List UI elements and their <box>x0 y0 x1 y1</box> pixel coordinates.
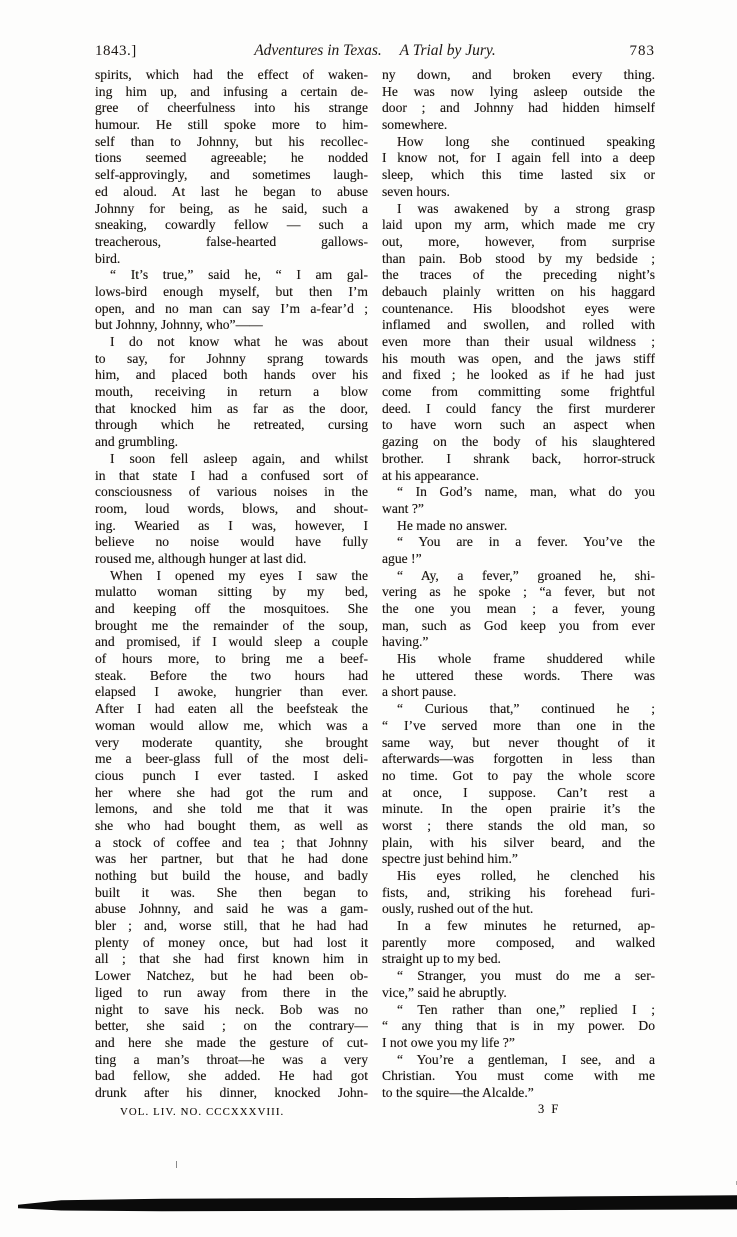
text-line: I soon fell asleep again, and whilst <box>110 450 368 466</box>
text-line: want ?” <box>382 500 424 516</box>
text-line: mouth, receiving in return a blow <box>95 384 368 400</box>
text-line: out, more, however, from surprise <box>382 233 655 249</box>
volume-imprint: VOL. LIV. NO. CCCXXXVIII. <box>120 1106 285 1118</box>
text-line: He made no answer. <box>397 517 508 533</box>
text-line: “ I’ve served more than one in the <box>382 717 655 733</box>
text-line: His whole frame shuddered while <box>397 651 655 667</box>
text-line: she who had bought them, as well as <box>95 817 368 833</box>
right-paragraph-1 <box>382 67 655 134</box>
running-title-article: Adventures in Texas. <box>254 42 382 59</box>
text-line: a stock of coffee and tea ; that Johnny <box>95 834 368 850</box>
text-line: “ Stranger, you must do me a ser- <box>397 968 655 984</box>
two-column-text-block <box>95 67 655 1102</box>
text-line: believe no noise would have fully <box>95 534 368 550</box>
text-line: and keeping off the mosquitoes. She <box>95 601 368 616</box>
right-paragraph-4 <box>382 484 655 517</box>
text-line: consciousness of various noises in the <box>95 484 368 500</box>
text-line: Johnny for being, as he said, such a <box>95 200 368 216</box>
text-line: his mouth was open, and the jaws stiff <box>382 350 655 366</box>
page-number: 783 <box>629 43 655 59</box>
text-line: Lower Natchez, but he had been ob- <box>95 968 368 984</box>
page-header <box>95 42 655 62</box>
text-line: plain, with his silver beard, and the <box>382 834 655 850</box>
text-line: the traces of the preceding night’s <box>382 267 655 283</box>
text-line: I know not, for I again fell into a deep <box>382 150 655 166</box>
text-line: better, she said ; on the contrary— <box>95 1018 368 1034</box>
text-line: “ Ay, a fever,” groaned he, shi- <box>397 567 655 583</box>
text-line: “ You’re a gentleman, I see, and a <box>397 1051 655 1067</box>
text-line: treacherous, false-hearted gallows- <box>95 233 368 249</box>
text-line: same way, but never thought of it <box>382 734 655 750</box>
text-line: I do not know what he was about <box>110 334 368 349</box>
text-line: through which he retreated, cursing <box>95 417 368 433</box>
text-line: spectre just behind him.” <box>382 851 518 867</box>
text-line: ed aloud. At last he began to abuse <box>95 183 368 199</box>
text-line: brother. I shrank back, horror-struck <box>382 450 655 466</box>
left-paragraph-1 <box>95 67 368 267</box>
scan-edge-shadow-artifact <box>18 1193 737 1212</box>
text-line: at once, I suppose. Can’t rest a <box>382 784 655 800</box>
right-paragraph-8 <box>382 651 655 701</box>
right-paragraph-3 <box>382 201 655 485</box>
text-line: laid upon my arm, which made me cry <box>382 217 655 233</box>
right-paragraph-10 <box>382 868 655 918</box>
text-line: fists, and, striking his forehead furi- <box>382 884 655 900</box>
right-paragraph-7 <box>382 568 655 651</box>
text-line: ing him up, and infusing a certain de- <box>95 83 368 99</box>
text-line: than pain. Bob stood by my bedside ; <box>382 250 655 266</box>
right-paragraph-14 <box>382 1052 655 1102</box>
text-line: open, and no man can say I’m a-fear’d ; <box>95 300 368 316</box>
right-column <box>382 67 655 1102</box>
text-line: “ It’s true,” said he, “ I am gal- <box>110 267 368 283</box>
text-line: in that state I had a confused sort of <box>95 467 368 483</box>
text-line: lows-bird enough myself, but then I’m <box>95 283 368 299</box>
text-line: brought me the remainder of the soup, <box>95 617 368 633</box>
text-line: plenty of money once, but had lost it <box>95 934 368 950</box>
text-line: somewhere. <box>382 117 448 133</box>
signature-mark: 3 F <box>538 1102 561 1116</box>
text-line: bler ; and, worse still, that he had had <box>95 918 368 934</box>
text-line: steak. Before the two hours had <box>95 667 368 683</box>
text-line: to the squire—the Alcalde.” <box>382 1084 534 1100</box>
text-line: His eyes rolled, he clenched his <box>397 868 655 883</box>
text-line: self than to Johnny, but his recollec- <box>95 133 368 149</box>
text-line: sneaking, cowardly fellow — such a <box>95 217 368 233</box>
text-line: liged to run away from there in the <box>95 984 368 1000</box>
text-line: a short pause. <box>382 684 457 700</box>
text-line: to have worn such an aspect when <box>382 417 655 433</box>
text-line: After I had eaten all the beefsteak the <box>95 701 368 717</box>
text-line: ny down, and broken every thing. <box>382 67 655 82</box>
text-line: of hours more, to bring me a beef- <box>95 651 368 667</box>
text-line: inflamed and swollen, and rolled with <box>382 317 655 333</box>
text-line: and fixed ; he looked as if he had just <box>382 367 655 383</box>
text-line: to say, for Johnny sprang towards <box>95 350 368 366</box>
right-paragraph-2 <box>382 134 655 201</box>
text-line: When I opened my eyes I saw the <box>110 567 368 583</box>
text-line: that knocked him as far as the door, <box>95 400 368 416</box>
text-line: He was now lying asleep outside the <box>382 83 655 99</box>
text-line: “ Curious that,” continued he ; <box>397 701 655 717</box>
text-line: bad fellow, she added. He had got <box>95 1068 368 1084</box>
text-line: self-approvingly, and sometimes laugh- <box>95 167 368 183</box>
text-line: gree of cheerfulness into his strange <box>95 100 368 116</box>
text-line: seven hours. <box>382 183 450 199</box>
text-line: roused me, although hunger at last did. <box>95 550 307 566</box>
text-line: deed. I could fancy the first murderer <box>382 400 655 416</box>
text-line: humour. He still spoke more to him- <box>95 117 368 133</box>
text-line: woman would allow me, which was a <box>95 717 368 733</box>
text-line: debauch plainly written on his haggard <box>382 283 655 299</box>
left-paragraph-5 <box>95 568 368 1102</box>
text-line: room, loud words, blows, and shout- <box>95 500 368 516</box>
scan-speck <box>176 1161 177 1168</box>
text-line: man, such as God keep you from ever <box>382 617 655 633</box>
text-line: but Johnny, Johnny, who”—— <box>95 317 263 333</box>
text-line: bird. <box>95 250 121 266</box>
left-column <box>95 67 368 1102</box>
text-line: even more than their usual wildness ; <box>382 334 655 349</box>
text-line: mulatto woman sitting by my bed, <box>95 584 368 600</box>
left-paragraph-3 <box>95 334 368 451</box>
text-line: built it was. She then began to <box>95 884 368 900</box>
text-line: elapsed I awoke, hungrier than ever. <box>95 684 368 700</box>
text-line: me a beer-glass full of the most deli- <box>95 751 368 767</box>
text-line: he uttered these words. There was <box>382 667 655 683</box>
text-line: afterwards—was forgotten in less than <box>382 751 655 767</box>
text-line: Christian. You must come with me <box>382 1068 655 1084</box>
left-paragraph-4 <box>95 451 368 568</box>
running-title <box>185 42 565 60</box>
text-line: drunk after his dinner, knocked John- <box>95 1084 368 1100</box>
text-line: ting a man’s throat—he was a very <box>95 1051 368 1067</box>
text-line: night to save his neck. Bob was no <box>95 1001 368 1017</box>
text-line: “ You are in a fever. You’ve the <box>397 534 655 550</box>
text-line: having.” <box>382 634 429 650</box>
text-line: ing. Wearied as I was, however, I <box>95 517 368 533</box>
right-paragraph-13 <box>382 1002 655 1052</box>
right-paragraph-9 <box>382 701 655 868</box>
running-title-chapter: A Trial by Jury. <box>399 42 496 59</box>
text-line: and here she made the gesture of cut- <box>95 1034 368 1050</box>
text-line: vering as he spoke ; “a fever, but not <box>382 584 655 600</box>
text-line: vice,” said he abruptly. <box>382 984 507 1000</box>
text-line: ously, rushed out of the hut. <box>382 901 534 917</box>
text-line: parently more composed, and walked <box>382 934 655 950</box>
text-line: gazing on the body of his slaughtered <box>382 434 655 450</box>
text-line: lemons, and she told me that it was <box>95 801 368 817</box>
text-line: abuse Johnny, and said he was a gam- <box>95 901 368 917</box>
text-line: countenance. His bloodshot eyes were <box>382 300 655 316</box>
text-line: worst ; there stands the old man, so <box>382 817 655 833</box>
text-line: minute. In the open prairie it’s the <box>382 801 655 817</box>
text-line: straight up to my bed. <box>382 951 501 967</box>
text-line: very moderate quantity, she brought <box>95 734 368 750</box>
text-line: I was awakened by a strong grasp <box>397 200 655 216</box>
text-line: tions seemed agreeable; he nodded <box>95 150 368 166</box>
text-line: spirits, which had the effect of waken- <box>95 67 368 82</box>
left-paragraph-2 <box>95 267 368 334</box>
text-line: no time. Got to pay the whole score <box>382 767 655 783</box>
text-line: In a few minutes he returned, ap- <box>397 918 655 934</box>
text-line: the one you mean ; a fever, young <box>382 601 655 616</box>
text-line: “ any thing that is in my power. Do <box>382 1018 655 1034</box>
right-paragraph-6 <box>382 534 655 567</box>
right-paragraph-11 <box>382 918 655 968</box>
text-line: was her partner, but that he had done <box>95 851 368 867</box>
text-line: “ In God’s name, man, what do you <box>397 484 655 500</box>
text-line: and grumbling. <box>95 434 179 450</box>
text-line: come from committing some frightful <box>382 384 655 400</box>
text-line: and promised, if I would sleep a couple <box>95 634 368 650</box>
header-date: 1843.] <box>95 43 137 59</box>
text-line: How long she continued speaking <box>397 133 655 149</box>
text-line: cious punch I ever tasted. I asked <box>95 767 368 783</box>
text-line: sleep, which this time lasted six or <box>382 167 655 183</box>
text-line: her where she had got the rum and <box>95 784 368 800</box>
text-line: door ; and Johnny had hidden himself <box>382 100 655 116</box>
text-line: I not owe you my life ?” <box>382 1034 515 1050</box>
text-line: “ Ten rather than one,” replied I ; <box>397 1001 655 1017</box>
text-line: at his appearance. <box>382 467 479 483</box>
text-line: all ; that she had first known him in <box>95 951 368 967</box>
right-paragraph-5 <box>382 518 655 535</box>
text-line: nothing but build the house, and badly <box>95 868 368 883</box>
right-paragraph-12 <box>382 968 655 1001</box>
text-line: him, and placed both hands over his <box>95 367 368 383</box>
text-line: ague !” <box>382 550 422 566</box>
